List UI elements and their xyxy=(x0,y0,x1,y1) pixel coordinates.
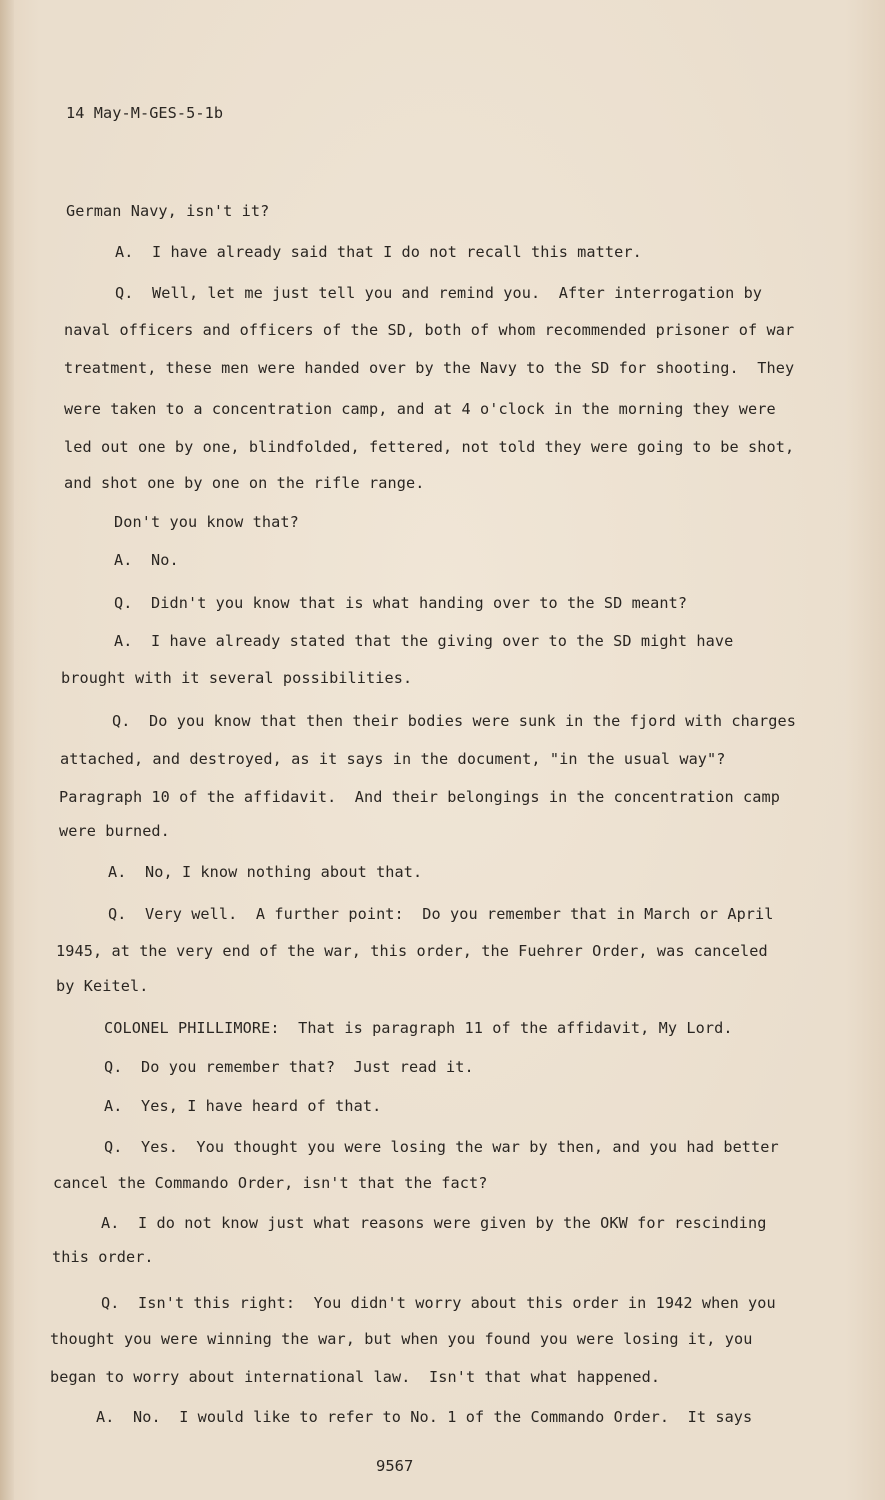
text-line: A. No. I would like to refer to No. 1 of the Commando Order. It says xyxy=(96,1408,753,1426)
text-line: A. I do not know just what reasons were given by the OKW for rescinding xyxy=(101,1214,767,1232)
text-line: by Keitel. xyxy=(56,977,149,995)
text-line: cancel the Commando Order, isn't that the fact? xyxy=(53,1174,488,1192)
text-line: Don't you know that? xyxy=(114,513,299,531)
text-line: Q. Yes. You thought you were losing the war by then, and you had better xyxy=(104,1138,779,1156)
text-line: A. I have already said that I do not recall this matter. xyxy=(115,243,642,261)
text-line: A. No, I know nothing about that. xyxy=(108,863,423,881)
text-line: this order. xyxy=(52,1248,154,1266)
text-line: were burned. xyxy=(59,822,170,840)
text-line: A. No. xyxy=(114,551,179,569)
text-line: brought with it several possibilities. xyxy=(61,669,413,687)
text-line: German Navy, isn't it? xyxy=(66,202,270,220)
text-line: led out one by one, blindfolded, fettered, not told they were going to be shot, xyxy=(64,438,795,456)
text-line: Q. Didn't you know that is what handing over to the SD meant? xyxy=(114,594,688,612)
binding-edge xyxy=(0,0,14,1500)
text-line: thought you were winning the war, but when you found you were losing it, you xyxy=(50,1330,753,1348)
text-line: and shot one by one on the rifle range. xyxy=(64,474,425,492)
text-line: naval officers and officers of the SD, both of whom recommended prisoner of war xyxy=(64,321,795,339)
text-line: A. Yes, I have heard of that. xyxy=(104,1097,382,1115)
text-line: Paragraph 10 of the affidavit. And their belongings in the concentration camp xyxy=(59,788,781,806)
header-reference: 14 May-M-GES-5-1b xyxy=(66,104,224,122)
text-line: COLONEL PHILLIMORE: That is paragraph 11 of the affidavit, My Lord. xyxy=(104,1019,733,1037)
text-line: were taken to a concentration camp, and at 4 o'clock in the morning they were xyxy=(64,400,776,418)
text-line: Q. Do you know that then their bodies were sunk in the fjord with charges xyxy=(112,712,797,730)
text-line: Q. Well, let me just tell you and remind you. After interrogation by xyxy=(115,284,763,302)
text-line: began to worry about international law. Isn't that what happened. xyxy=(50,1368,661,1386)
text-line: Q. Do you remember that? Just read it. xyxy=(104,1058,474,1076)
text-line: 1945, at the very end of the war, this order, the Fuehrer Order, was canceled xyxy=(56,942,768,960)
text-line: Q. Isn't this right: You didn't worry about this order in 1942 when you xyxy=(101,1294,776,1312)
text-line: treatment, these men were handed over by the Navy to the SD for shooting. They xyxy=(64,359,795,377)
page-number: 9567 xyxy=(376,1457,414,1475)
text-line: A. I have already stated that the giving over to the SD might have xyxy=(114,632,734,650)
text-line: Q. Very well. A further point: Do you remember that in March or April xyxy=(108,905,774,923)
text-line: attached, and destroyed, as it says in the document, "in the usual way"? xyxy=(60,750,726,768)
